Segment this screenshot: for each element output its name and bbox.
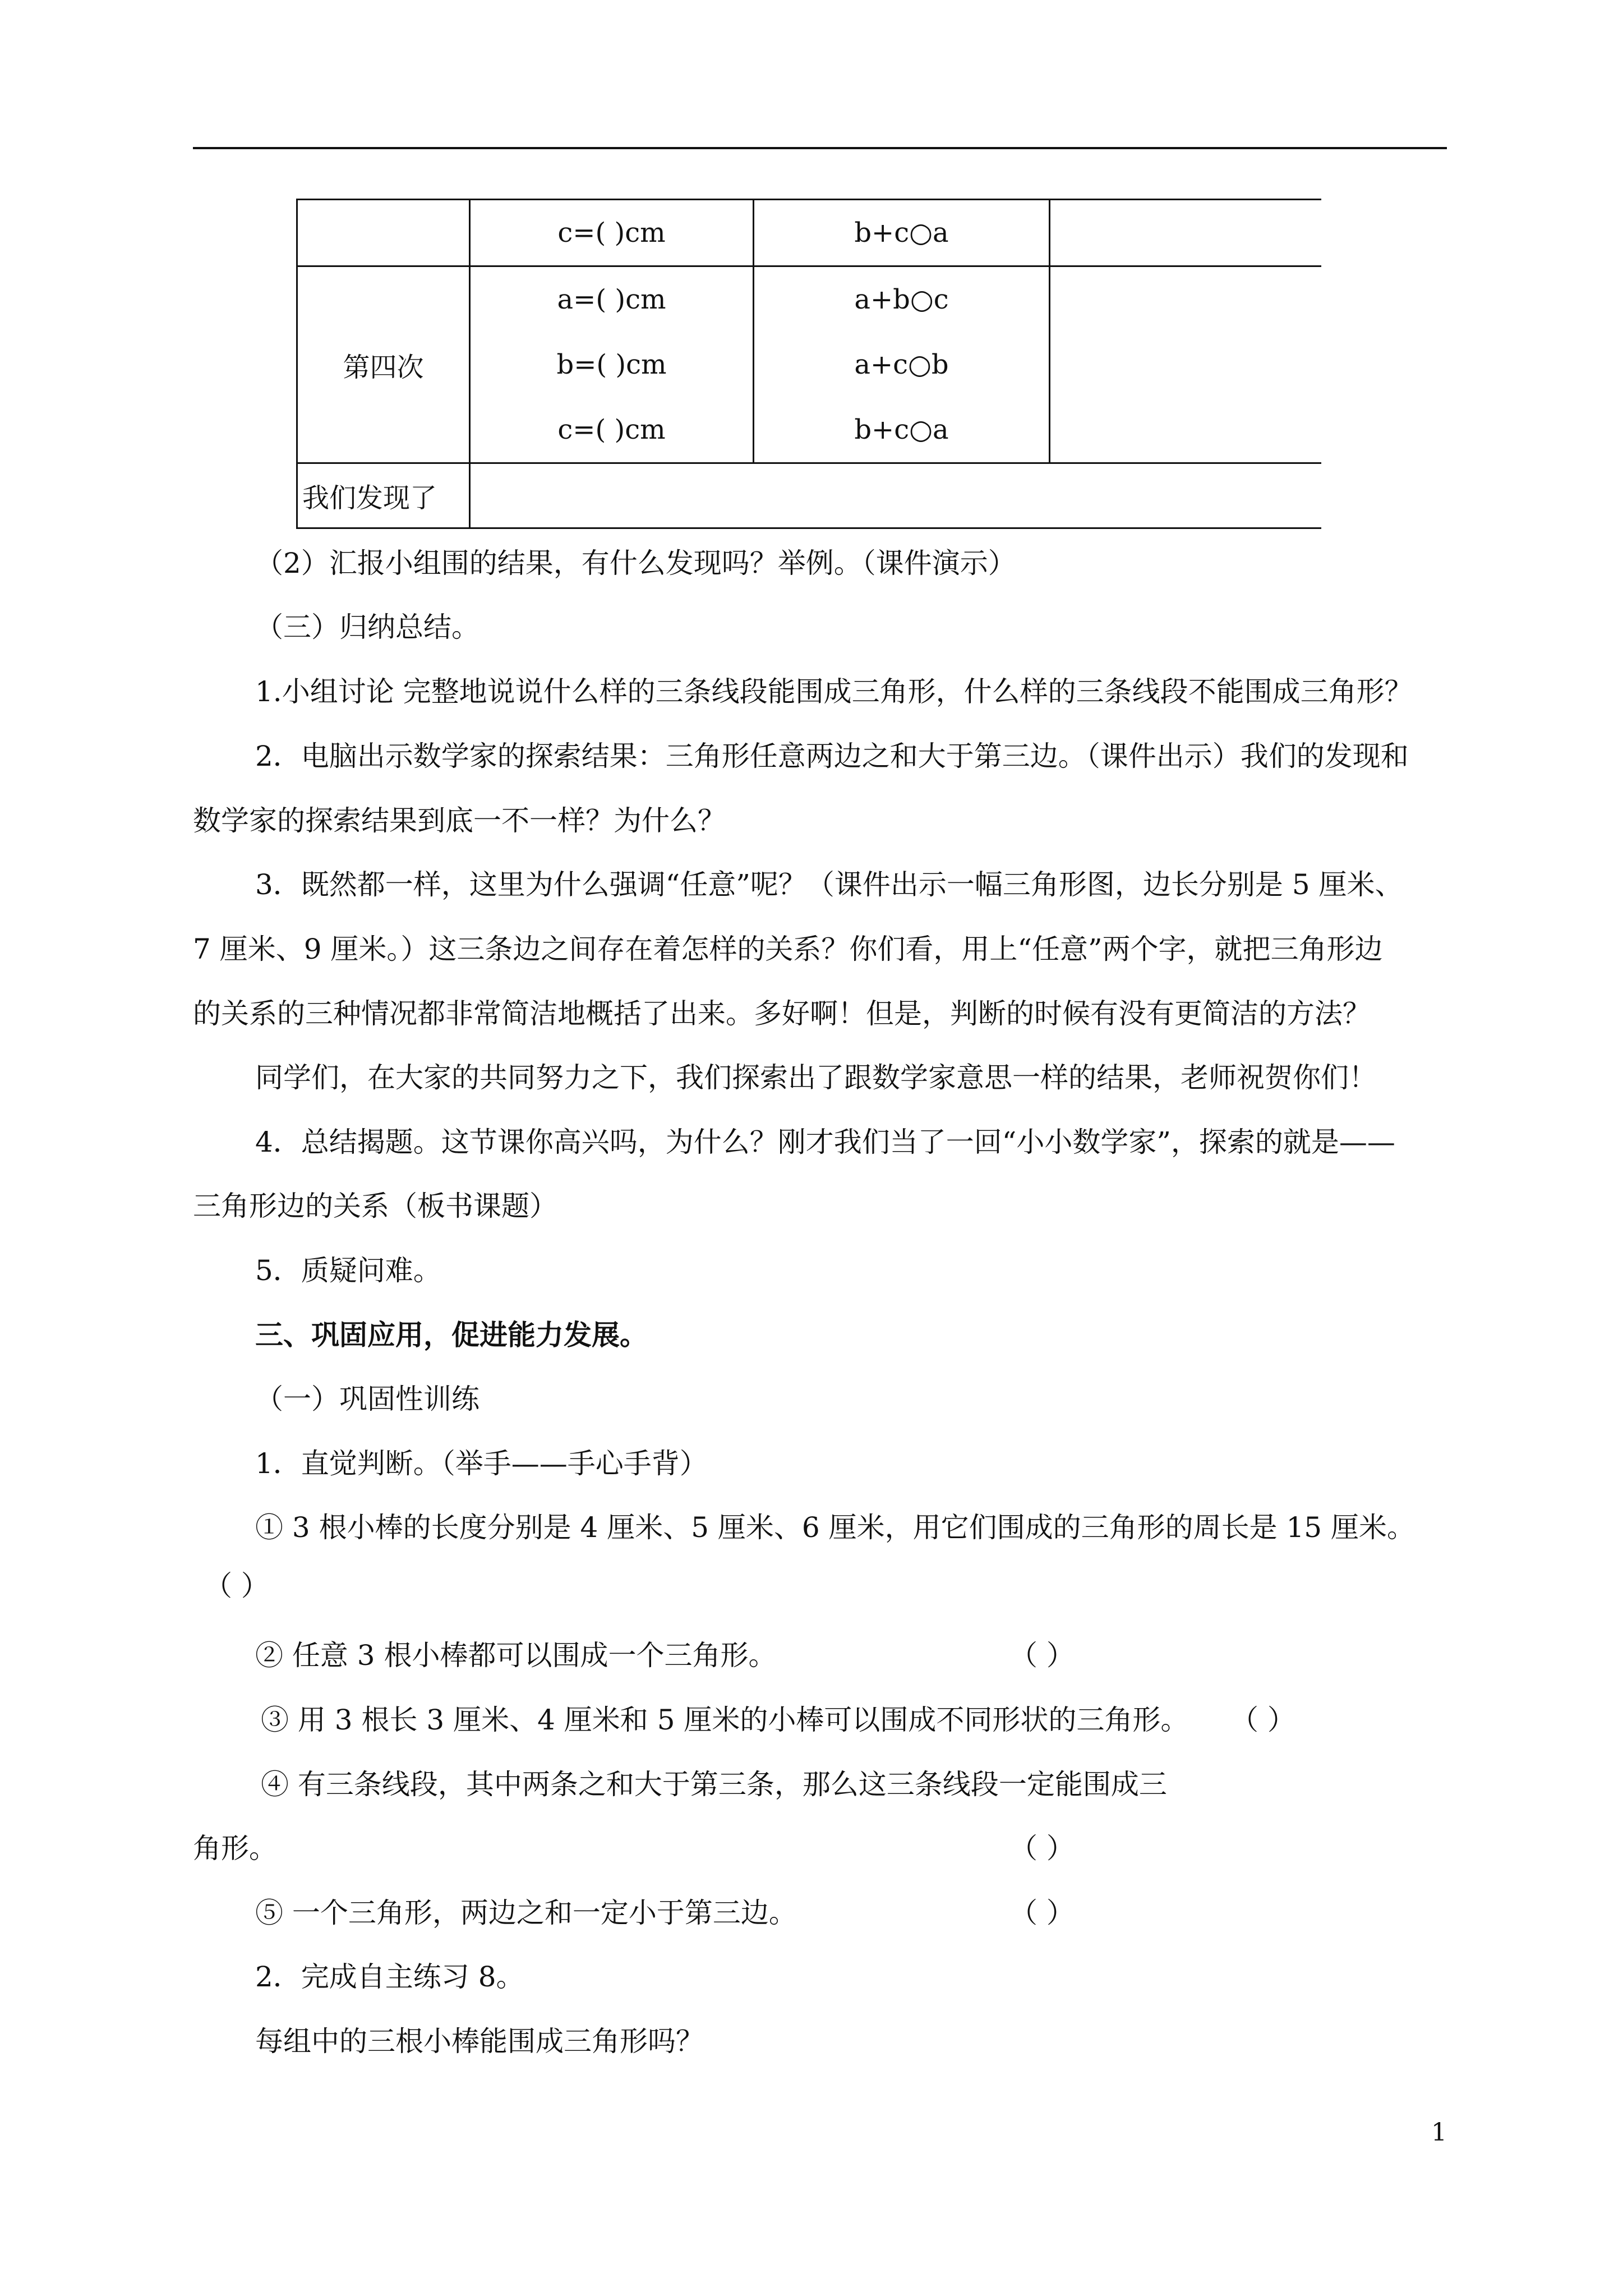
- compare-cell: a+b○c a+c○b b+c○a: [754, 266, 1050, 463]
- question-2: ② 任意 3 根小棒都可以围成一个三角形。: [255, 1639, 777, 1672]
- text-line: 三角形边的关系（板书课题）: [193, 1190, 557, 1222]
- answer-blank: （ ）: [1009, 1897, 1075, 1929]
- answer-blank: （ ）: [1230, 1704, 1295, 1736]
- text-line: （三）归纳总结。: [255, 611, 479, 643]
- table-cell: [1050, 266, 1321, 463]
- question-5: ⑤ 一个三角形，两边之和一定小于第三边。: [255, 1897, 797, 1929]
- text-line: 1．直觉判断。（举手——手心手背）: [255, 1447, 708, 1480]
- row-label-fourth: 第四次: [297, 266, 470, 463]
- table-row: [297, 200, 1321, 266]
- text-line: 角形。: [193, 1832, 277, 1865]
- text-line: 同学们，在大家的共同努力之下，我们探索出了跟数学家意思一样的结果，老师祝贺你们！: [255, 1061, 1377, 1094]
- triangle-experiment-table: [296, 199, 1321, 529]
- text-line: （2）汇报小组围的结果，有什么发现吗？举例。（课件演示）: [255, 547, 1016, 579]
- section-heading: 三、巩固应用，促进能力发展。: [255, 1318, 648, 1351]
- answer-blank: （ ）: [204, 1570, 269, 1602]
- length-cell: c=( )cm: [470, 200, 754, 266]
- text-line: 数学家的探索结果到底一不一样？为什么？: [193, 804, 726, 837]
- text-line: 1.小组讨论 完整地说说什么样的三条线段能围成三角形，什么样的三条线段不能围成三角形？: [255, 675, 1413, 708]
- answer-blank: （ ）: [1009, 1832, 1075, 1865]
- text-line: 每组中的三根小棒能围成三角形吗？: [255, 2025, 704, 2058]
- text-line: 4．总结揭题。这节课你高兴吗，为什么？刚才我们当了一回“小小数学家”，探索的就是——: [255, 1126, 1395, 1158]
- question-4: ④ 有三条线段，其中两条之和大于第三条，那么这三条线段一定能围成三: [261, 1768, 1167, 1801]
- compare-cell: b+c○a: [754, 200, 1050, 266]
- text-line: 5．质疑问难。: [255, 1254, 441, 1287]
- length-cell: a=( )cm b=( )cm c=( )cm: [470, 266, 754, 463]
- text-line: （一）巩固性训练: [255, 1383, 479, 1415]
- answer-blank: （ ）: [1009, 1639, 1075, 1672]
- header-rule: [193, 147, 1447, 149]
- table-cell: [297, 200, 470, 266]
- page-number: 1: [1431, 2118, 1447, 2147]
- table-row: [297, 266, 1321, 463]
- text-line: 2．完成自主练习 8。: [255, 1961, 524, 1993]
- finding-cell: [470, 463, 1321, 528]
- text-line: 7 厘米、9 厘米。）这三条边之间存在着怎样的关系？你们看，用上“任意”两个字，就把三角形边: [193, 933, 1383, 965]
- question-1: ① 3 根小棒的长度分别是 4 厘米、5 厘米、6 厘米，用它们围成的三角形的周长是 15 厘米。: [255, 1511, 1415, 1544]
- text-line: 的关系的三种情况都非常简洁地概括了出来。多好啊！但是，判断的时候有没有更简洁的方法？: [193, 997, 1371, 1030]
- finding-label: 我们发现了: [297, 463, 470, 528]
- text-line: 3．既然都一样，这里为什么强调“任意”呢？（课件出示一幅三角形图，边长分别是 5 厘米、: [255, 868, 1403, 901]
- table-row: [297, 463, 1321, 528]
- question-3: ③ 用 3 根长 3 厘米、4 厘米和 5 厘米的小棒可以围成不同形状的三角形。: [261, 1704, 1189, 1736]
- table-cell: [1050, 200, 1321, 266]
- text-line: 2．电脑出示数学家的探索结果：三角形任意两边之和大于第三边。（课件出示）我们的发现和: [255, 740, 1409, 772]
